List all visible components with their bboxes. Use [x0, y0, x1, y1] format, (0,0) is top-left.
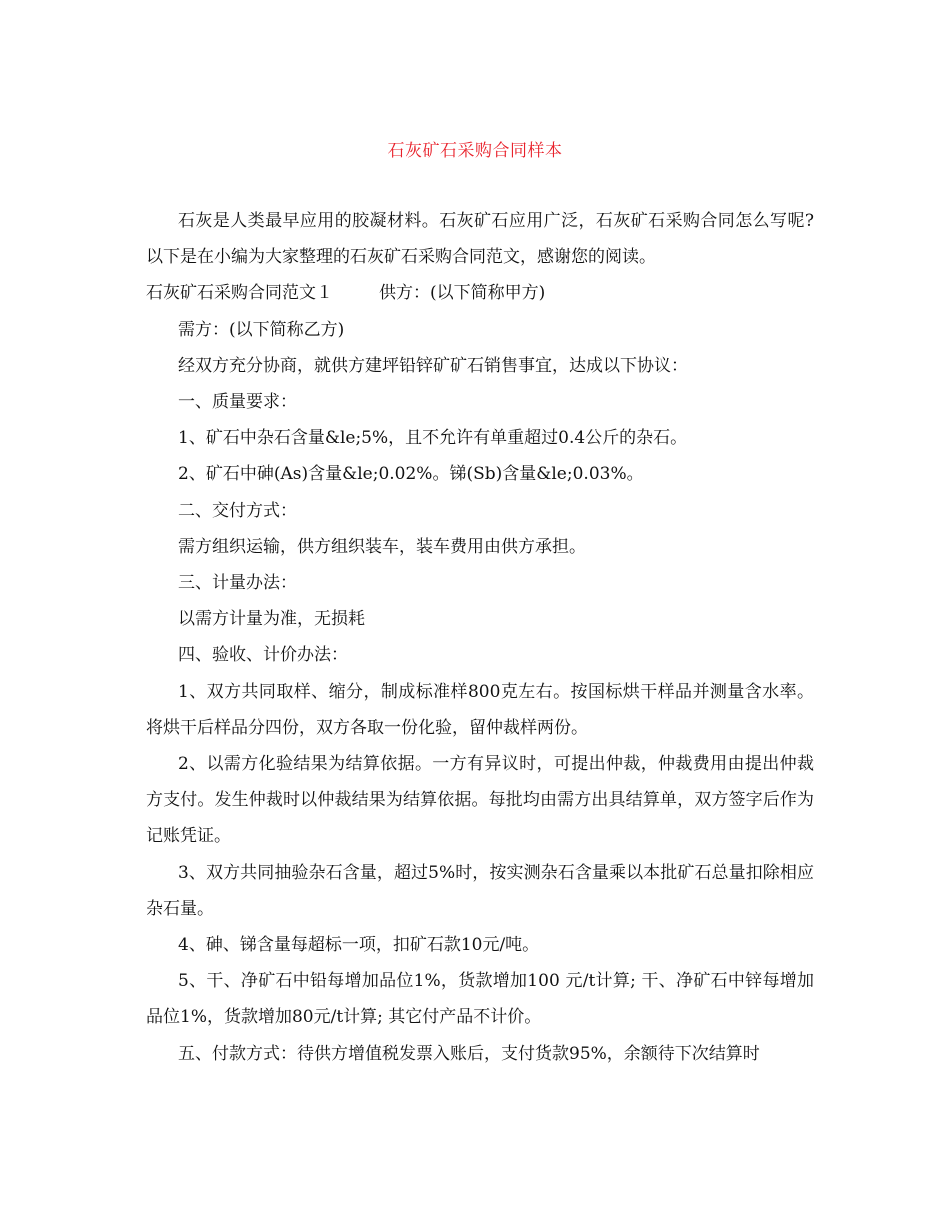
- section-4-item-2: 2、以需方化验结果为结算依据。一方有异议时，可提出仲裁，仲裁费用由提出仲裁方支付。发生仲裁时以仲裁结果为结算依据。每批均由需方出具结算单，双方签字后作为记账凭证。: [146, 754, 814, 847]
- intro-paragraph: 石灰是人类最早应用的胶凝材料。石灰矿石应用广泛，石灰矿石采购合同怎么写呢?以下是在小编为大家整理的石灰矿石采购合同范文，感谢您的阅读。: [146, 211, 814, 268]
- section-4-item-4: 4、砷、锑含量每超标一项，扣矿石款10元/吨。: [178, 935, 540, 956]
- section-4-item-1: 1、双方共同取样、缩分，制成标准样800克左右。按国标烘干样品并测量含水率。将烘干后样品分四份，双方各取一份化验，留仲裁样两份。: [146, 681, 814, 738]
- sample-heading-line: [146, 275, 814, 311]
- document-title: 石灰矿石采购合同样本: [387, 141, 563, 161]
- section-2-title: 二、交付方式：: [178, 500, 297, 521]
- section-1-item-1: 1、矿石中杂石含量&le;5%，且不允许有单重超过0.4公斤的杂石。: [178, 428, 688, 449]
- section-5-text: 五、付款方式：待供方增值税发票入账后，支付货款95%，余额待下次结算时: [178, 1043, 760, 1064]
- section-3-title: 三、计量办法：: [178, 573, 297, 594]
- section-4-item-5: 5、干、净矿石中铅每增加品位1%，货款增加100 元/t计算; 干、净矿石中锌每增加品位1%，货款增加80元/t计算; 其它付产品不计价。: [146, 971, 814, 1028]
- agreement-paragraph: 经双方充分协商，就供方建坪铅锌矿矿石销售事宜，达成以下协议：: [178, 355, 688, 376]
- supplier-line: 供方：(以下简称甲方): [379, 283, 546, 304]
- buyer-line: 需方：(以下简称乙方): [178, 319, 345, 340]
- section-4-title: 四、验收、计价办法：: [178, 645, 348, 666]
- sample-heading: 石灰矿石采购合同范文１: [146, 283, 333, 304]
- section-2-text: 需方组织运输，供方组织装车，装车费用由供方承担。: [178, 536, 586, 557]
- section-1-title: 一、质量要求：: [178, 392, 297, 413]
- section-3-text: 以需方计量为准，无损耗: [178, 609, 365, 630]
- section-4-item-3: 3、双方共同抽验杂石含量，超过5%时，按实测杂石含量乘以本批矿石总量扣除相应杂石量。: [146, 862, 814, 919]
- section-1-item-2: 2、矿石中砷(As)含量&le;0.02%。锑(Sb)含量&le;0.03%。: [178, 464, 644, 485]
- document-body: [146, 203, 814, 1072]
